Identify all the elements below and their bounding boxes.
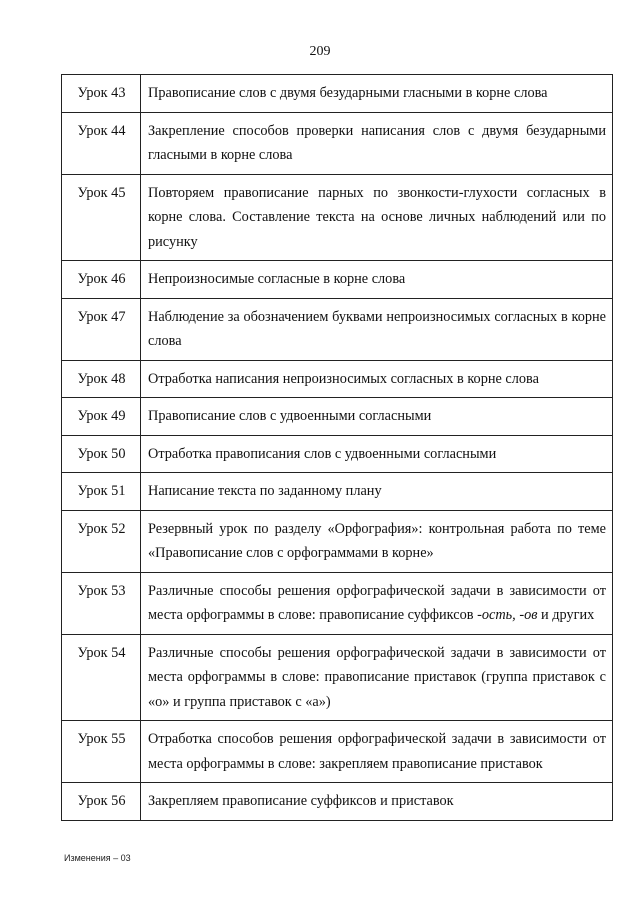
table-row — [62, 298, 613, 360]
table-row — [62, 174, 613, 261]
lesson-number: Урок 48 — [62, 360, 141, 398]
page-number: 209 — [309, 44, 331, 59]
lesson-number: Урок 44 — [62, 112, 141, 174]
lesson-topic: Повторяем правописание парных по звонкости-глухости согласных в корне слова. Составление текста на основе личных наблюдений или по рисунку — [141, 174, 613, 261]
revision-footer: Изменения – 03 — [64, 853, 131, 863]
lesson-number: Урок 47 — [62, 298, 141, 360]
lesson-topic: Правописание слов с удвоенными согласными — [141, 398, 613, 436]
suffix-examples: -ость, -ов — [477, 607, 538, 623]
lesson-topic: Резервный урок по разделу «Орфография»: контрольная работа по теме «Правописание слов с орфограммами в корне» — [141, 510, 613, 572]
lesson-topic: Отработка правописания слов с удвоенными согласными — [141, 435, 613, 473]
lesson-table — [61, 74, 613, 821]
lesson-topic-text: Различные способы решения орфографической задачи в зависимости от места орфограммы в слове: правописание суффиксов — [148, 582, 606, 623]
lesson-topic-tail: и других — [537, 607, 595, 623]
lesson-number: Урок 45 — [62, 174, 141, 261]
table-row — [62, 572, 613, 634]
lesson-topic — [141, 572, 613, 634]
table-row — [62, 510, 613, 572]
lesson-number: Урок 56 — [62, 783, 141, 821]
table-row — [62, 261, 613, 299]
lesson-number: Урок 46 — [62, 261, 141, 299]
lesson-number: Урок 51 — [62, 473, 141, 511]
lesson-number: Урок 49 — [62, 398, 141, 436]
lesson-topic: Различные способы решения орфографической задачи в зависимости от места орфограммы в слове: правописание приставок (группа приставок с «о» и группа приставок с «а») — [141, 634, 613, 721]
lesson-topic: Отработка способов решения орфографической задачи в зависимости от места орфограммы в слове: закрепляем правописание приставок — [141, 721, 613, 783]
lesson-number: Урок 50 — [62, 435, 141, 473]
lesson-topic: Наблюдение за обозначением буквами непроизносимых согласных в корне слова — [141, 298, 613, 360]
lesson-topic: Непроизносимые согласные в корне слова — [141, 261, 613, 299]
lesson-topic: Правописание слов с двумя безударными гласными в корне слова — [141, 75, 613, 113]
lesson-number: Урок 53 — [62, 572, 141, 634]
table-row — [62, 721, 613, 783]
lesson-topic: Написание текста по заданному плану — [141, 473, 613, 511]
table-row — [62, 435, 613, 473]
table-row — [62, 360, 613, 398]
lesson-number: Урок 54 — [62, 634, 141, 721]
table-row — [62, 783, 613, 821]
table-row — [62, 398, 613, 436]
lesson-number: Урок 55 — [62, 721, 141, 783]
lesson-topic: Закрепляем правописание суффиксов и приставок — [141, 783, 613, 821]
table-row — [62, 112, 613, 174]
table-row — [62, 473, 613, 511]
lesson-topic: Закрепление способов проверки написания слов с двумя безударными гласными в корне слова — [141, 112, 613, 174]
table-row — [62, 634, 613, 721]
lesson-topic: Отработка написания непроизносимых согласных в корне слова — [141, 360, 613, 398]
lesson-number: Урок 52 — [62, 510, 141, 572]
lesson-number: Урок 43 — [62, 75, 141, 113]
table-row — [62, 75, 613, 113]
